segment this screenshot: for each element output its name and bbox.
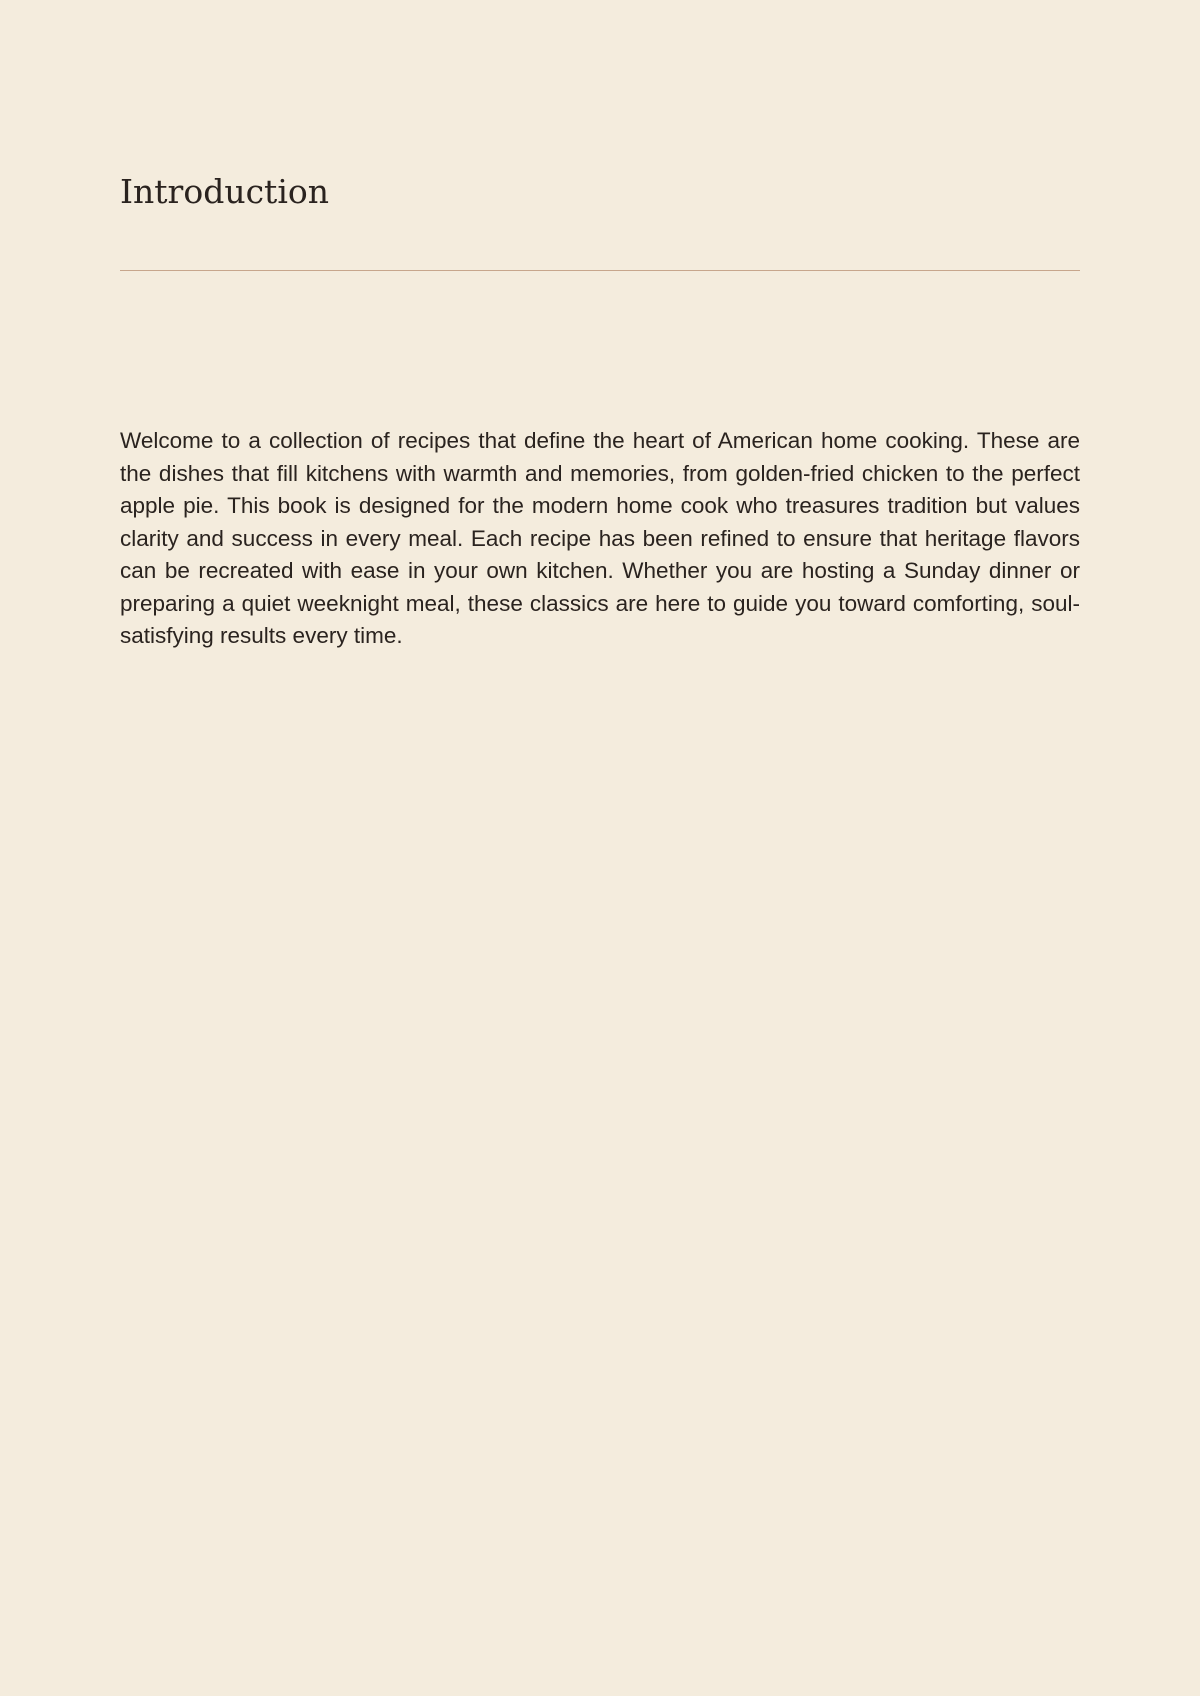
page-heading: Introduction: [120, 172, 329, 211]
heading-divider: [120, 270, 1080, 271]
intro-paragraph: Welcome to a collection of recipes that define the heart of American home cooking. These are the dishes that fill kitchens with warmth and memories, from golden-fried chicken to the perfect apple pie. This book is designed for the modern home cook who treasures tradition but values clarity and success in every meal. Each recipe has been refined to ensure that heritage flavors can be recreated with ease in your own kitchen. Whether you are hosting a Sunday dinner or preparing a quiet weeknight meal, these classics are here to guide you toward comforting, soul-satisfying results every time.: [120, 428, 1080, 648]
